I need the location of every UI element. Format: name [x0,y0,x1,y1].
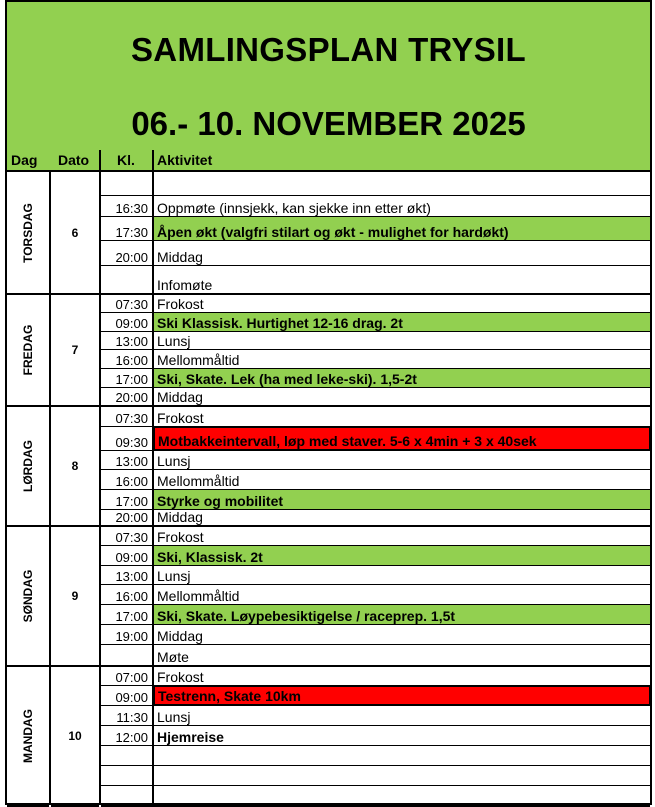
activity-cell: Middag [157,509,203,525]
schedule-row [101,451,650,470]
day-label: SØNDAG [21,569,35,623]
activity-cell: Ski, Skate. Løypebesiktigelse / raceprep. 1,5t [154,605,650,624]
schedule-row [101,388,650,407]
activity-cell [154,766,650,785]
day-cell [7,295,49,407]
activity-cell [154,746,650,765]
schedule-row [101,470,650,490]
activity-cell [154,172,650,195]
activity-cell: Lunsj [157,709,191,725]
schedule-row [101,217,650,241]
schedule-row [101,667,650,686]
time-cell: 12:00 [115,730,148,745]
schedule-row [101,746,650,766]
schedule-row [101,369,650,388]
activity-cell: Ski, Klassisk. 2t [154,546,650,565]
schedule-row [101,527,650,546]
time-cell: 09:00 [115,690,148,705]
time-cell: 20:00 [115,510,148,525]
time-cell: 07:30 [115,530,148,545]
header-aktivitet: Aktivitet [157,152,213,168]
header-dato: Dato [58,152,90,168]
schedule-row [101,585,650,605]
activity-cell: Testrenn, Skate 10km [154,686,650,705]
activity-cell: Frokost [157,669,204,685]
date-range-title: 06.- 10. NOVEMBER 2025 [7,98,650,152]
day-label: MANDAG [21,709,35,763]
schedule-row [101,196,650,217]
time-cell: 16:30 [115,201,148,216]
schedule-row [101,241,650,266]
activity-cell: Frokost [157,529,204,545]
activity-cell: Mellommåltid [157,352,240,368]
schedule-row [101,266,650,295]
time-cell: 17:00 [115,609,148,624]
activity-cell: Ski, Skate. Lek (ha med leke-ski). 1,5-2t [154,369,650,387]
activity-cell: Lunsj [157,333,191,349]
schedule-row [101,566,650,585]
time-cell: 13:00 [115,569,148,584]
table-header [7,150,650,172]
schedule-row [101,332,650,350]
activity-cell: Frokost [157,296,204,312]
day-cell [7,527,49,667]
schedule-row [101,510,650,527]
time-cell: 16:00 [115,353,148,368]
time-cell: 07:30 [115,297,148,312]
time-cell: 07:30 [115,411,148,426]
activity-cell: Motbakkeintervall, løp med staver. 5-6 x 4min + 3 x 40sek [154,427,650,450]
schedule-row [101,427,650,451]
column-divider [49,172,51,803]
time-cell [101,172,152,195]
schedule-row [101,172,650,196]
activity-cell: Mellommåltid [157,588,240,604]
day-cell [7,172,49,295]
time-cell: 11:30 [116,710,148,725]
header-dag: Dag [11,152,38,168]
schedule-row [101,726,650,746]
activity-cell: Frokost [157,410,204,426]
schedule-row [101,786,650,807]
time-cell [101,766,152,785]
time-cell [101,645,152,665]
day-cell [7,407,49,527]
activity-cell: Oppmøte (innsjekk, kan sjekke inn etter økt) [157,200,431,216]
activity-cell: Mellommåltid [157,473,240,489]
page-title: SAMLINGSPLAN TRYSIL [7,2,650,100]
activity-cell: Middag [157,628,203,644]
date-cell: 9 [51,527,99,667]
day-cell [7,667,49,807]
activity-cell: Møte [157,649,189,665]
activity-cell: Lunsj [157,453,191,469]
day-label: TORSDAG [21,202,35,263]
schedule-row [101,350,650,369]
column-divider [99,150,101,803]
time-cell [101,266,152,293]
schedule-row [101,490,650,510]
time-cell: 13:00 [115,334,148,349]
schedule-sheet [5,0,652,805]
schedule-row [101,625,650,645]
activity-cell [154,786,650,805]
time-cell: 17:30 [115,225,148,240]
time-cell: 13:00 [115,454,148,469]
schedule-row [101,407,650,427]
activity-cell: Lunsj [157,568,191,584]
time-cell: 09:00 [115,316,148,331]
activity-cell: Ski Klassisk. Hurtighet 12-16 drag. 2t [154,313,650,331]
time-cell: 09:00 [115,550,148,565]
schedule-row [101,605,650,625]
schedule-row [101,645,650,667]
time-cell: 09:30 [115,435,148,450]
date-cell: 10 [51,667,99,807]
activity-cell: Hjemreise [157,729,224,745]
time-cell: 17:00 [115,494,148,509]
header-kl: Kl. [117,152,135,168]
schedule-row [101,706,650,726]
time-cell: 20:00 [115,390,148,405]
time-cell: 19:00 [115,629,148,644]
time-cell: 07:00 [115,670,148,685]
schedule-row [101,313,650,332]
time-cell: 16:00 [115,589,148,604]
schedule-row [101,766,650,786]
column-divider [153,150,154,803]
activity-cell: Åpen økt (valgfri stilart og økt - mulighet for hardøkt) [154,217,650,240]
time-cell [101,746,152,765]
schedule-row [101,686,650,706]
day-label: FREDAG [21,324,35,376]
time-cell: 16:00 [115,474,148,489]
date-cell: 7 [51,295,99,407]
activity-cell: Infomøte [157,277,213,293]
activity-cell: Styrke og mobilitet [154,490,650,509]
time-cell: 17:00 [115,372,148,387]
activity-cell: Middag [157,249,203,265]
date-cell: 6 [51,172,99,295]
time-cell [101,786,152,805]
schedule-row [101,546,650,566]
day-label: LØRDAG [21,440,35,492]
activity-cell: Middag [157,389,203,405]
time-cell: 20:00 [115,250,148,265]
date-cell: 8 [51,407,99,527]
schedule-row [101,295,650,313]
